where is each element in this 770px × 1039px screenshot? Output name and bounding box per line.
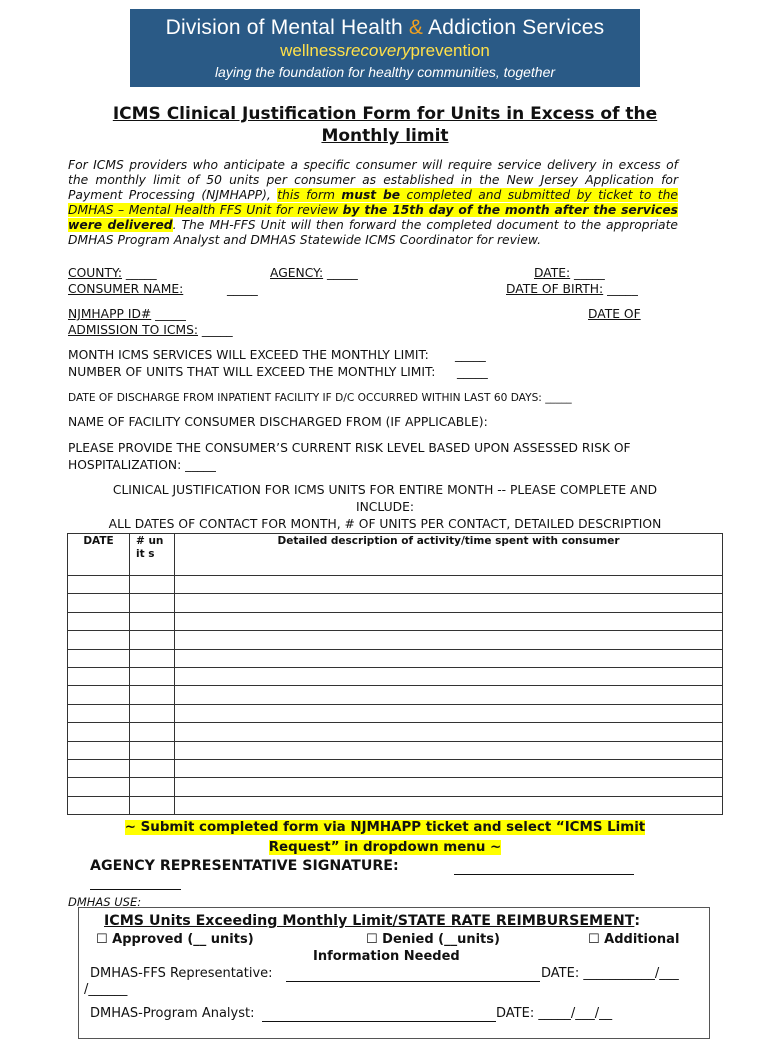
date-cell[interactable] [68, 667, 130, 685]
consumer-name-blank[interactable]: _____ [227, 282, 258, 296]
date-cell[interactable] [68, 594, 130, 612]
units-cell[interactable] [130, 759, 175, 777]
date-cell[interactable] [68, 576, 130, 594]
date-cell[interactable] [68, 686, 130, 704]
contact-log-table [67, 533, 723, 815]
admission-date-field[interactable]: ADMISSION TO ICMS: _____ [68, 323, 233, 337]
units-cell[interactable] [130, 723, 175, 741]
table-row [68, 667, 723, 685]
table-row [68, 723, 723, 741]
date-cell[interactable] [68, 741, 130, 759]
justification-line-1: CLINICAL JUSTIFICATION FOR ICMS UNITS FOR ENTIRE MONTH -- PLEASE COMPLETE AND [112, 483, 658, 497]
date-cell[interactable] [68, 723, 130, 741]
col-date-header: DATE [68, 534, 130, 576]
banner-tagline: wellnessrecoveryprevention [280, 41, 490, 60]
date-cell[interactable] [68, 612, 130, 630]
table-row [68, 796, 723, 814]
description-cell[interactable] [175, 612, 723, 630]
description-cell[interactable] [175, 723, 723, 741]
ffs-representative-line[interactable] [286, 980, 540, 982]
units-cell[interactable] [130, 667, 175, 685]
table-row [68, 576, 723, 594]
units-exceed-label: NUMBER OF UNITS THAT WILL EXCEED THE MONTHLY LIMIT: [68, 365, 436, 379]
ffs-representative-label: DMHAS-FFS Representative: [90, 966, 273, 981]
units-cell[interactable] [130, 594, 175, 612]
submit-instructions: ~ Submit completed form via NJMHAPP ticket and select “ICMS Limit Request” in dropdown menu ~ [124, 820, 646, 855]
units-cell[interactable] [130, 686, 175, 704]
info-needed-label: Information Needed [313, 949, 460, 964]
col-units-header: # unit s [130, 534, 175, 576]
program-analyst-label: DMHAS-Program Analyst: [90, 1006, 255, 1021]
date-cell[interactable] [68, 778, 130, 796]
njmhapp-id-field[interactable]: NJMHAPP ID# _____ [68, 307, 186, 321]
justification-line-2: INCLUDE: [355, 500, 415, 514]
intro-paragraph: For ICMS providers who anticipate a specific consumer will require service delivery in excess of the monthly limit of 50 units per consumer as established in the New Jersey Application for Payment Processing (NJMHAPP), this form must be completed and submitted by ticket to the DMHAS – Mental Health FFS Unit for review by the 15th day of the month after the services were delivered. The MH-FFS Unit will then forward the completed document to the appropriate DMHAS Program Analyst and DMHAS Statewide ICMS Coordinator for review. [68, 158, 679, 247]
banner-title: Division of Mental Health & Addiction Services [165, 16, 605, 39]
table-row [68, 631, 723, 649]
month-exceed-label: MONTH ICMS SERVICES WILL EXCEED THE MONTHLY LIMIT: [68, 348, 429, 362]
dmhas-use-label: DMHAS USE: [68, 895, 142, 909]
ffs-date-continued[interactable]: /______ [84, 982, 128, 997]
justification-line-3: ALL DATES OF CONTACT FOR MONTH, # OF UNITS PER CONTACT, DETAILED DESCRIPTION [108, 517, 662, 531]
program-analyst-line[interactable] [262, 1020, 496, 1022]
units-cell[interactable] [130, 576, 175, 594]
signature-line-continued[interactable] [90, 888, 181, 890]
county-field[interactable]: COUNTY: _____ [68, 266, 157, 280]
description-cell[interactable] [175, 576, 723, 594]
description-cell[interactable] [175, 667, 723, 685]
units-cell[interactable] [130, 778, 175, 796]
units-cell[interactable] [130, 704, 175, 722]
approved-checkbox[interactable]: ☐ Approved (__ units) [96, 932, 254, 947]
date-cell[interactable] [68, 796, 130, 814]
dmhas-banner [130, 9, 640, 87]
state-box-title: ICMS Units Exceeding Monthly Limit/STATE RATE REIMBURSEMENT: [104, 913, 641, 929]
table-row [68, 686, 723, 704]
description-cell[interactable] [175, 796, 723, 814]
description-cell[interactable] [175, 594, 723, 612]
col-description-header: Detailed description of activity/time spent with consumer [175, 534, 723, 576]
description-cell[interactable] [175, 686, 723, 704]
table-row [68, 778, 723, 796]
units-cell[interactable] [130, 649, 175, 667]
date-field[interactable]: DATE: _____ [534, 266, 605, 280]
additional-info-checkbox[interactable]: ☐ Additional [588, 932, 680, 947]
consumer-name-field[interactable]: CONSUMER NAME: [68, 282, 184, 296]
form-title: ICMS Clinical Justification Form for Units in Excess of the Monthly limit [112, 104, 658, 146]
signature-label: AGENCY REPRESENTATIVE SIGNATURE: [90, 858, 399, 874]
month-exceed-blank[interactable]: _____ [455, 348, 486, 362]
table-row [68, 741, 723, 759]
description-cell[interactable] [175, 778, 723, 796]
units-cell[interactable] [130, 631, 175, 649]
discharge-date-field[interactable]: DATE OF DISCHARGE FROM INPATIENT FACILITY IF D/C OCCURRED WITHIN LAST 60 DAYS: _____ [68, 392, 572, 404]
description-cell[interactable] [175, 759, 723, 777]
signature-line[interactable] [454, 873, 634, 875]
units-exceed-blank[interactable]: _____ [457, 365, 488, 379]
table-row [68, 612, 723, 630]
denied-checkbox[interactable]: ☐ Denied (__units) [366, 932, 500, 947]
table-row [68, 759, 723, 777]
table-row [68, 649, 723, 667]
risk-level-field[interactable]: HOSPITALIZATION: _____ [68, 458, 216, 472]
units-cell[interactable] [130, 612, 175, 630]
ffs-date-field[interactable]: DATE: ___________/___ [541, 966, 679, 981]
agency-field[interactable]: AGENCY: _____ [270, 266, 358, 280]
risk-level-label: PLEASE PROVIDE THE CONSUMER’S CURRENT RISK LEVEL BASED UPON ASSESSED RISK OF [68, 441, 631, 455]
table-row [68, 704, 723, 722]
facility-name-field[interactable]: NAME OF FACILITY CONSUMER DISCHARGED FROM (IF APPLICABLE): [68, 415, 488, 429]
date-of-label: DATE OF [588, 307, 641, 321]
description-cell[interactable] [175, 631, 723, 649]
description-cell[interactable] [175, 704, 723, 722]
date-cell[interactable] [68, 631, 130, 649]
description-cell[interactable] [175, 741, 723, 759]
analyst-date-field[interactable]: DATE: _____/___/__ [496, 1006, 613, 1021]
date-cell[interactable] [68, 759, 130, 777]
units-cell[interactable] [130, 741, 175, 759]
date-of-birth-field[interactable]: DATE OF BIRTH: _____ [506, 282, 638, 296]
table-header-row [68, 534, 723, 576]
table-row [68, 594, 723, 612]
banner-motto: laying the foundation for healthy communities, together [214, 64, 556, 80]
description-cell[interactable] [175, 649, 723, 667]
date-cell[interactable] [68, 649, 130, 667]
units-cell[interactable] [130, 796, 175, 814]
date-cell[interactable] [68, 704, 130, 722]
